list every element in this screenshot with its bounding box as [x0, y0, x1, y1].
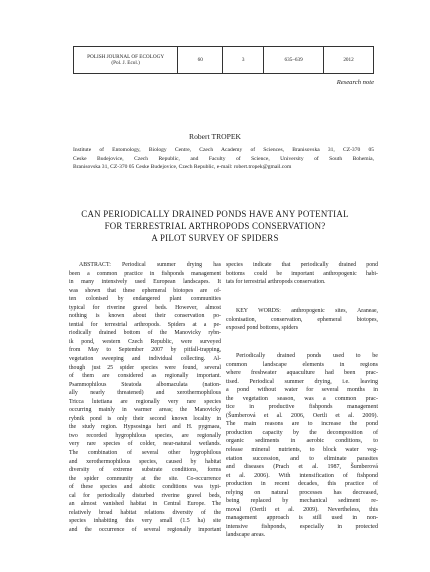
abstract-line: riodically drained bottom of the Manovicky rybn-	[69, 330, 221, 337]
author-name: Robert TROPEK	[189, 132, 241, 141]
abstract-line: species indicate that periodically drained pond	[226, 262, 378, 268]
abstract-line: from May to September 2007 by pitfall-trapping,	[69, 347, 221, 354]
abstract-line: nothing is known about their conservation po-	[69, 313, 221, 320]
abstract-line: ten colonised by endangered plant communities	[69, 296, 221, 303]
journal-name-cell	[74, 47, 178, 74]
body-line: et al. 2006). With intensification of fishpond	[226, 472, 378, 479]
body-line: a pond without water for several months in	[226, 387, 378, 394]
body-line: (Šumberová et al. 2006, Oertli et al. 2009).	[226, 412, 378, 419]
abstract-line: of them are considered as regionally important.	[69, 373, 221, 380]
abstract-line: of these species and abiotic conditions was typi-	[69, 484, 221, 491]
keywords-line: exposed pond bottoms, spiders	[226, 325, 299, 332]
abstract-line: though just 25 spider species were found, several	[69, 364, 221, 371]
article-title	[40, 208, 390, 245]
abstract-line: the study region. Hypsosinga heri and H. pygmaea,	[69, 424, 221, 431]
abstract-line: rybnik pond is only their second known locality in	[69, 415, 221, 422]
affiliation-line: Ceske Budejovice, Czech Republic, and Faculty of Science, University of South Bohemia,	[73, 155, 374, 162]
author-affiliation	[73, 146, 374, 172]
body-line: relying on natural processes has decreased,	[226, 489, 378, 496]
abstract-line: very rare species of colder, near-natural wetlands.	[69, 441, 221, 448]
abstract-right-column	[226, 261, 378, 287]
abstract-line: ik pond, western Czech Republic, were surveyed	[69, 338, 221, 345]
body-line: etation succession, and to eliminate parasites	[226, 455, 378, 462]
abstract-line: species inhabiting this very small (1.5 ha) site	[69, 518, 221, 525]
abstract-line: two recorded hygrophilous species, are regionally	[69, 432, 221, 439]
abstract-line: relatively broad habitat relations diversity of the	[69, 509, 221, 516]
abstract-line: ally nearly threatened) and xerothermophilous	[69, 390, 221, 397]
journal-header-table	[73, 46, 374, 74]
body-line: common landscape elements in regions	[226, 361, 378, 368]
body-line: production in recent decades, this practice of	[226, 481, 378, 488]
abstract-line: and the occurrence of several regionally important	[69, 526, 221, 533]
body-line: being replaced by mechanical sediment re-	[226, 498, 378, 505]
abstract-line: the spider community at the site. Co-occurrence	[69, 475, 221, 482]
keywords-line: colonisation, conservation, ephemeral biotopes,	[226, 316, 378, 323]
affiliation-line: Institute of Entomology, Biology Centre, Czech Academy of Sciences, Branisovska 31, CZ-370 05	[73, 147, 374, 153]
abstract-line: tats for terrestrial arthropods conservation.	[226, 279, 326, 286]
issue-cell: 3	[223, 47, 264, 74]
abstract-line: an almost vanished habitat in Central Europe. The	[69, 501, 221, 508]
body-line: and diseases (Prach et al. 1987, Šumberová	[226, 464, 378, 471]
body-line: moval (Oertli et al. 2009). Nevertheless, this	[226, 506, 378, 513]
body-line: tice in productive fishponds management	[226, 404, 378, 411]
abstract-line: The combination of several other hygrophilous	[69, 450, 221, 457]
abstract-line: Tricca lutetiana are regionally very rare species	[69, 398, 221, 405]
volume-cell: 60	[178, 47, 223, 74]
keywords-line: KEY WORDS: anthropogenic sites, Araneae,	[236, 308, 378, 314]
body-line: management approach is still used in non-	[226, 515, 378, 522]
affiliation-line: Branisovska 31, CZ-370 05 Ceske Budejovice, Czech Republic, e-mail: robert.tropek@gmail.com	[73, 164, 292, 171]
body-line: production capacity by the decomposition of	[226, 429, 378, 436]
abstract-line: ABSTRACT: Periodical summer drying has	[79, 262, 221, 268]
abstract-line: been a common practice in fishponds management	[69, 270, 221, 277]
title-line: A PILOT SURVEY OF SPIDERS	[151, 233, 279, 244]
keywords	[226, 307, 378, 333]
section-label: Research note	[336, 79, 374, 86]
body-line: tised. Periodical summer drying, i.e. leaving	[226, 378, 378, 385]
year-cell: 2012	[324, 47, 374, 74]
body-line: organic sediments in aerobic conditions, to	[226, 438, 378, 445]
abstract-line: and xerothermophilous species, caused by habitat	[69, 458, 221, 465]
body-line: intensive fishponds, especially in protected	[226, 523, 378, 530]
abstract-line: tential for terrestrial arthropods. Spiders at a pe-	[69, 321, 221, 328]
body-line: landscape areas.	[226, 532, 266, 539]
body-line: Periodically drained ponds used to be	[236, 353, 378, 359]
body-line: where freshwater aquaculture had been prac-	[226, 370, 378, 377]
abstract-left-column	[69, 261, 221, 535]
abstract-line: diversity of extreme substrate conditions, forms	[69, 467, 221, 474]
abstract-line: in many intensively used European landscapes. It	[69, 279, 221, 286]
abstract-line: vegetation sweeping and individual collecting. Al-	[69, 356, 221, 363]
title-line: FOR TERRESTRIAL ARTHROPODS CONSERVATION?	[104, 221, 326, 232]
body-line: the vegetation season, was a common prac-	[226, 395, 378, 402]
journal-abbreviation: (Pol. J. Ecol.)	[111, 60, 140, 66]
abstract-line: bottoms could be important anthropogenic habi-	[226, 270, 378, 277]
title-line: CAN PERIODICALLY DRAINED PONDS HAVE ANY POTENTIAL	[81, 209, 349, 219]
body-line: release mineral nutrients, to block water veg-	[226, 447, 378, 454]
body-line: The main reasons are to increase the pond	[226, 421, 378, 428]
abstract-line: Psammophilous Steatoda albomaculata (nation-	[69, 381, 221, 388]
abstract-line: was shown that these ephemeral biotopes are of-	[69, 287, 221, 294]
abstract-line: occurring mainly in warmer areas; the Manovicky	[69, 407, 221, 414]
journal-name: POLISH JOURNAL OF ECOLOGY	[87, 53, 165, 60]
abstract-line: typical for riverine gravel beds. However, almost	[69, 304, 221, 311]
pages-cell: 635–639	[264, 47, 324, 74]
abstract-line: cal for periodically disturbed riverine gravel beds,	[69, 492, 221, 499]
body-text-column	[226, 352, 378, 540]
